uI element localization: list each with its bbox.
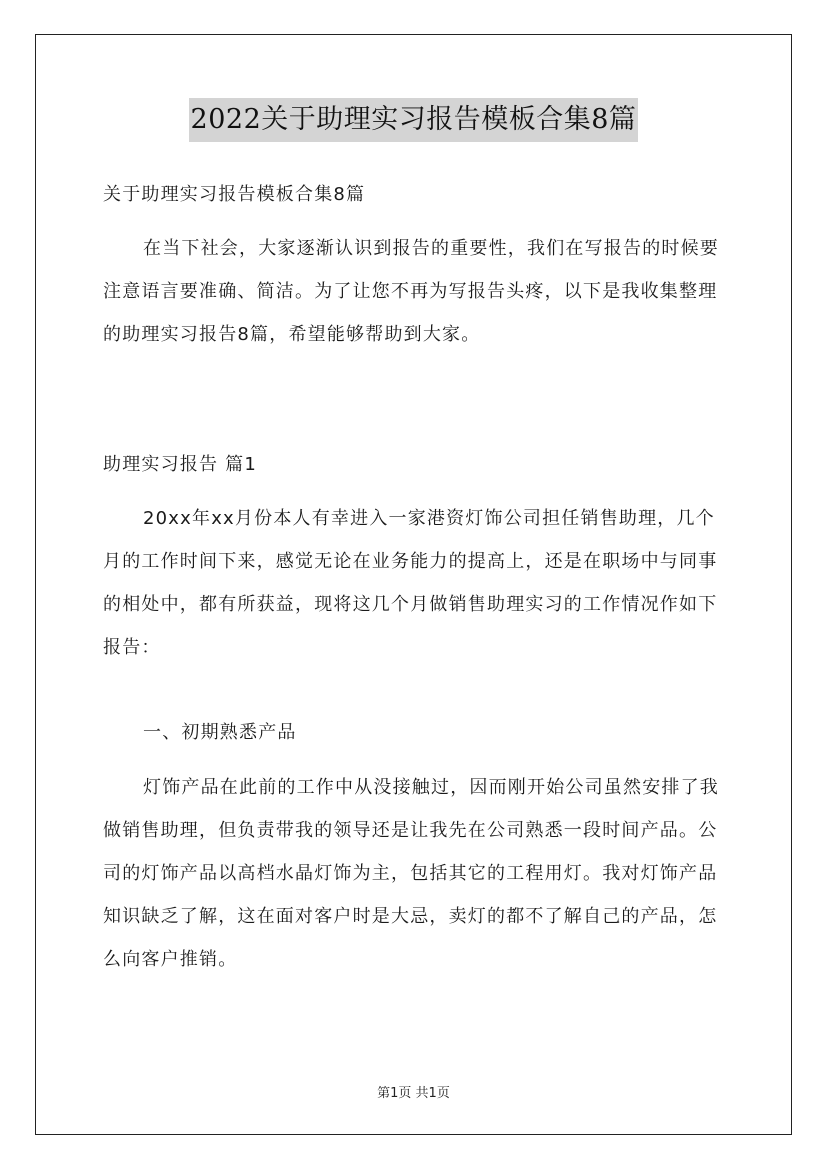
body-paragraph-1: 20xx年xx月份本人有幸进入一家港资灯饰公司担任销售助理，几个月的工作时间下来，感觉无论在业务能力的提高上，还是在职场中与同事的相处中，都有所获益，现将这几个月做销售助理实习的工作情况作如下报告： (103, 508, 718, 658)
document-title: 2022关于助理实习报告模板合集8篇 (189, 98, 639, 142)
intro-paragraph: 在当下社会，大家逐渐认识到报告的重要性，我们在写报告的时候要注意语言要准确、简洁。为了让您不再为写报告头疼，以下是我收集整理的助理实习报告8篇，希望能够帮助到大家。 (103, 238, 719, 345)
document-subtitle: 关于助理实习报告模板合集8篇 (103, 184, 366, 205)
section-heading: 助理实习报告 篇1 (103, 454, 257, 475)
sub-heading: 一、初期熟悉产品 (143, 722, 297, 743)
body-paragraph-2: 灯饰产品在此前的工作中从没接触过，因而刚开始公司虽然安排了我做销售助理，但负责带我的领导还是让我先在公司熟悉一段时间产品。公司的灯饰产品以高档水晶灯饰为主，包括其它的工程用灯。我对灯饰产品知识缺乏了解，这在面对客户时是大忌，卖灯的都不了解自己的产品，怎么向客户推销。 (103, 777, 719, 970)
title-container (0, 98, 827, 142)
page-footer: 第1页 共1页 (377, 1086, 450, 1101)
